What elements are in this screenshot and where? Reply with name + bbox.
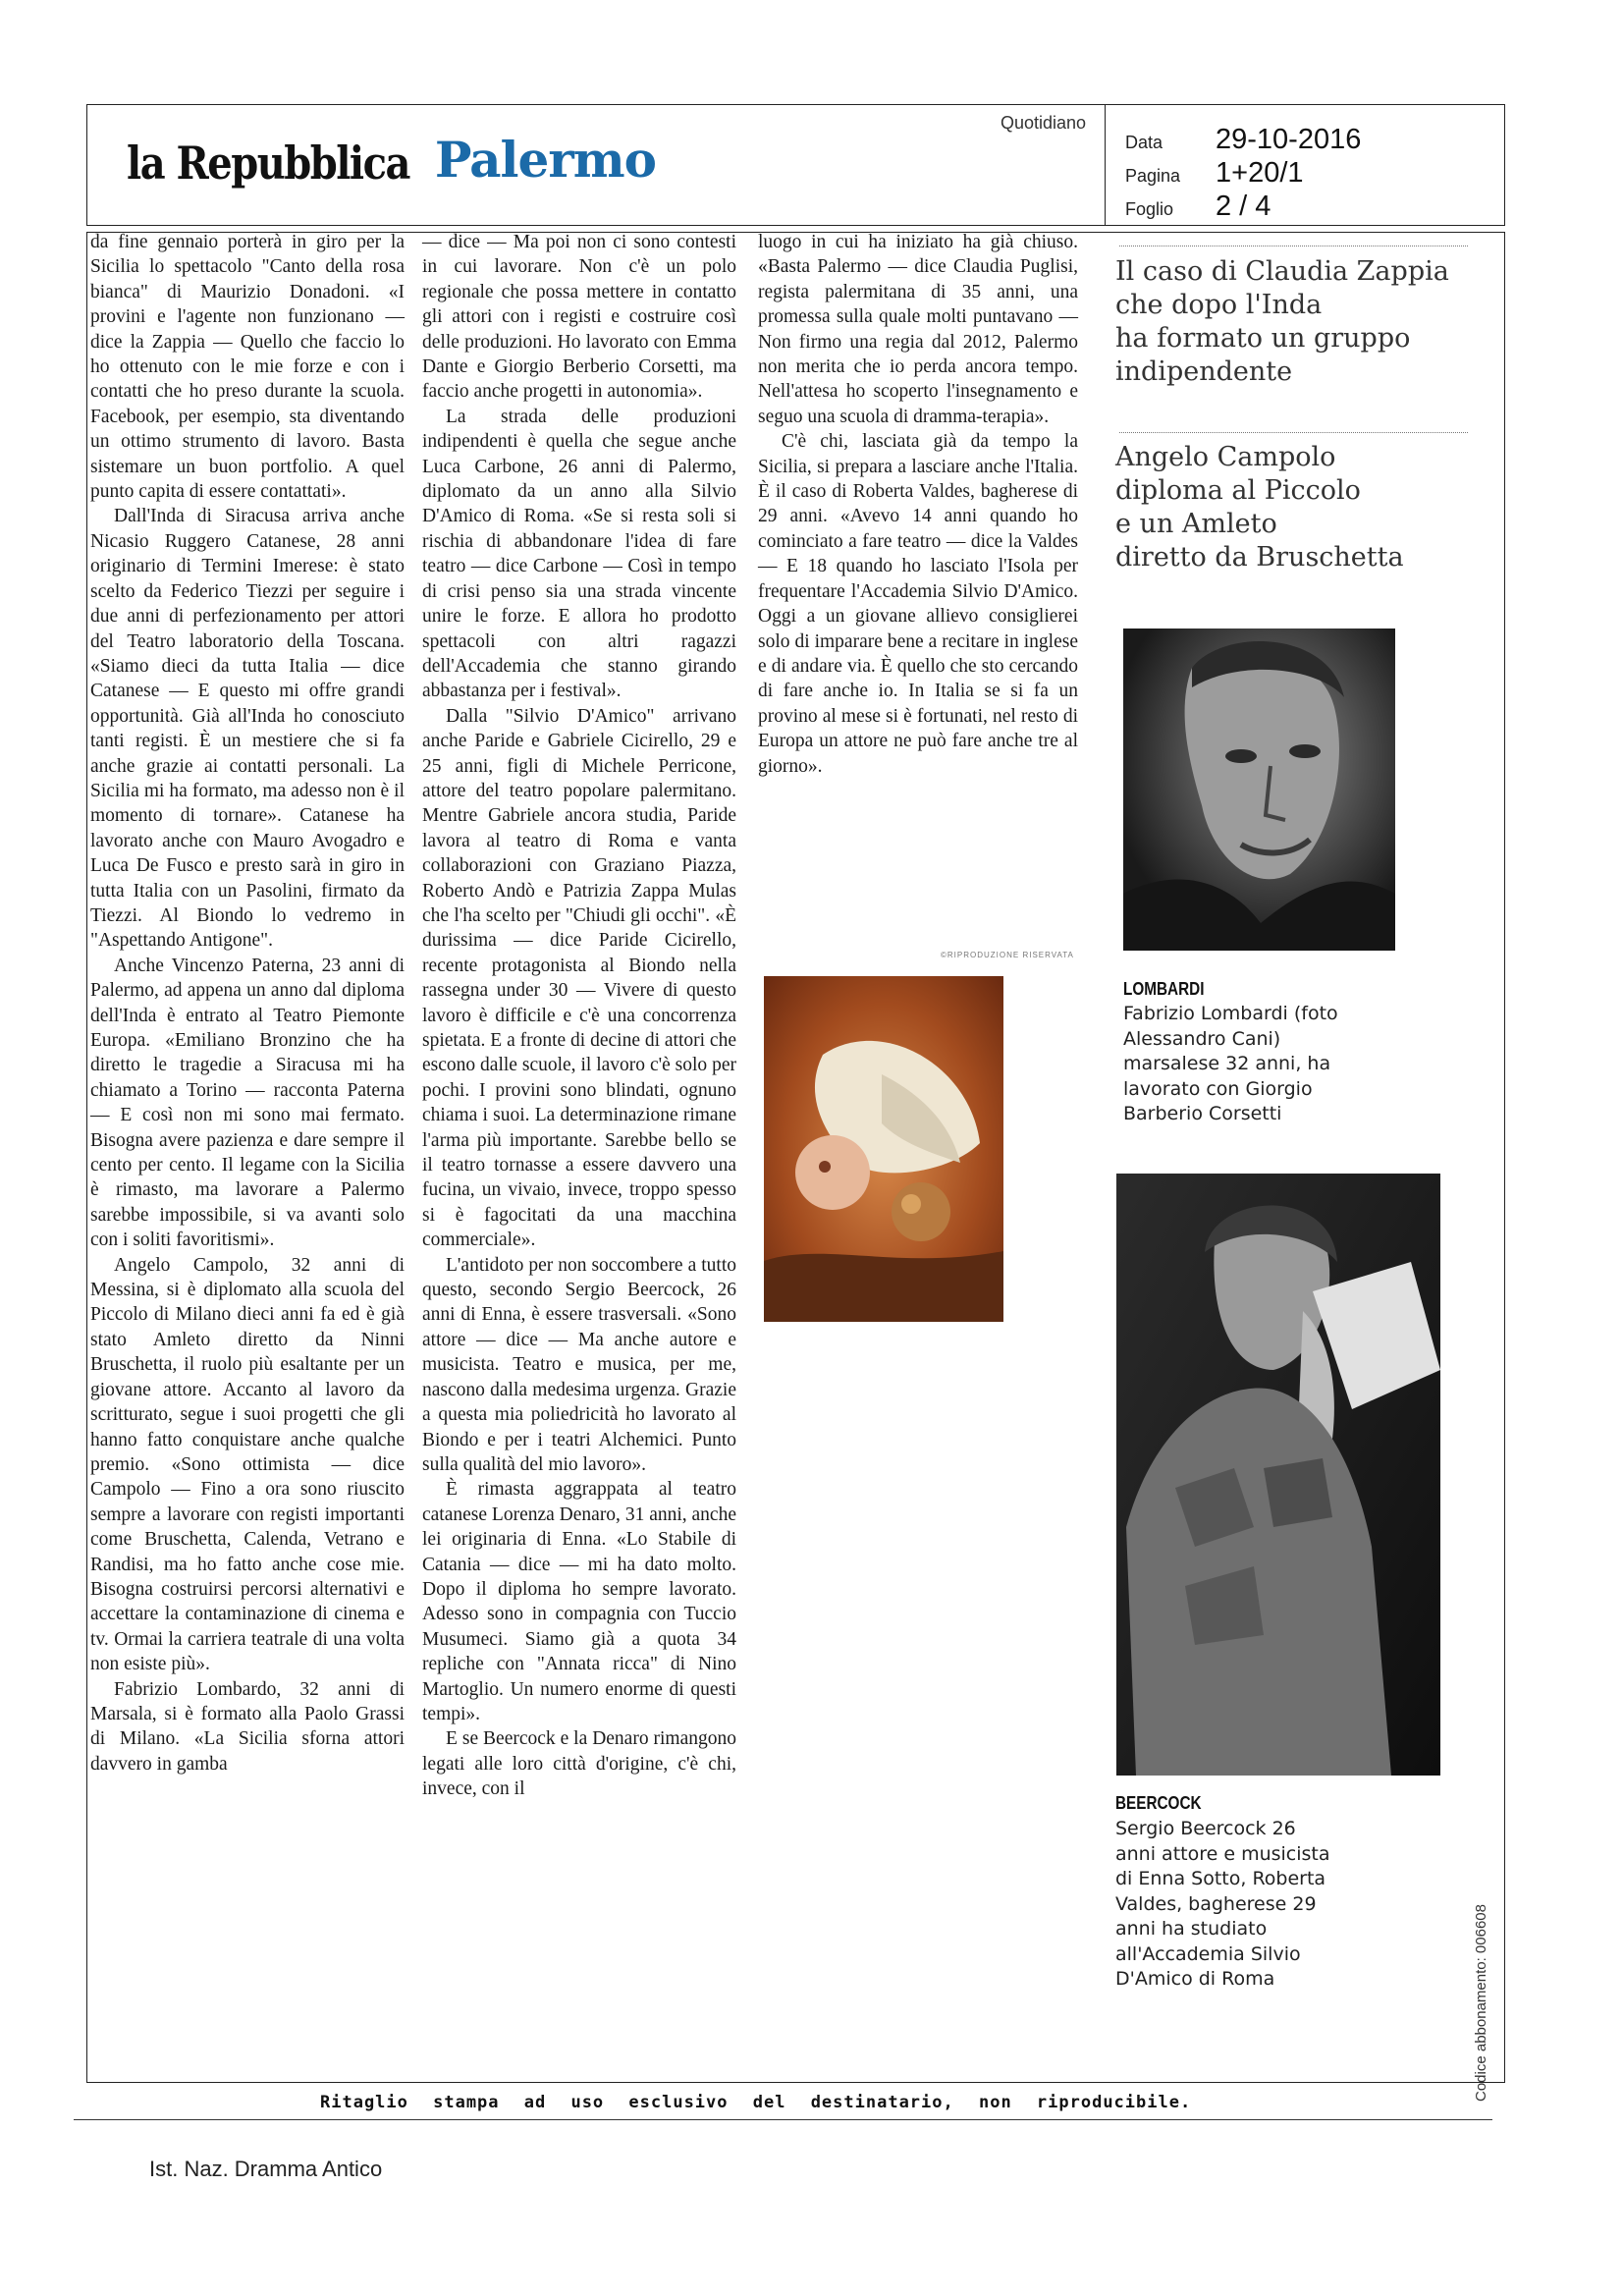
article-column-2 — [422, 230, 736, 1802]
caption-title-beercock: BEERCOCK — [1115, 1793, 1202, 1813]
paragraph: C'è chi, lasciata già da tempo la Sicilia, si prepara a lasciare anche l'Italia. È il caso di Roberta Valdes, bagherese di 29 anni. «Avevo 14 anni quando ho cominciato a fare teatro — dice la Valdes — E 18 quando ho lasciato l'Isola per frequentare l'Accademia Silvio D'Amico. Oggi a un giovane allievo consiglierei solo di imparare bene a recitare in inglese e di andare via. È quello che sto cercando di fare anche io. In Italia se si fa un provino al mese si è fortunati, nel resto di Europa un attore ne può fare anche tre al giorno». — [758, 431, 1078, 777]
article-column-3 — [758, 230, 1078, 779]
theatre-photo-image — [764, 976, 1003, 1322]
paragraph: È rimasta aggrappata al teatro catanese Lorenza Denaro, 31 anni, anche lei originaria di Enna. «Lo Stabile di Catania — dice — mi ha dato molto. Dopo il diploma ho sempre lavorato. Adesso sono in compagnia con Tuccio Musumeci. Siamo già a quota 34 repliche con "Annata ricca" di Nino Martoglio. Un numero enorme di questi tempi». — [422, 1479, 736, 1724]
caption-text-beercock: Sergio Beercock 26 anni attore e musicista di Enna Sotto, Roberta Valdes, bagherese 29 anni ha studiato all'Accademia Silvio D'Amico di Roma — [1115, 1818, 1330, 1990]
footer-notice: Ritaglio stampa ad uso esclusivo del destinatario, non riproducibile. — [320, 2093, 1192, 2112]
lombardi-photo — [1123, 629, 1395, 951]
lombardi-photo-image — [1123, 629, 1395, 951]
footer-rule — [74, 2119, 1492, 2120]
page-header — [86, 104, 1505, 226]
quote-line: diploma al Piccolo — [1115, 475, 1361, 506]
institution-label: Ist. Naz. Dramma Antico — [149, 2157, 383, 2181]
meta-label: Foglio — [1125, 199, 1174, 219]
paragraph: — dice — Ma poi non ci sono contesti in cui lavorare. Non c'è un polo regionale che possa mettere in contatto gli attori con i registi e costruire così delle produzioni. Ho lavorato con Emma Dante e Giorgio Berberio Corsetti, ma faccio anche progetti in autonomia». — [422, 232, 736, 403]
meta-row-pagina — [1125, 157, 1304, 190]
copyright-credit: ©RIPRODUZIONE RISERVATA — [941, 951, 1074, 959]
pull-quote-zappia — [1115, 255, 1449, 389]
meta-label: Pagina — [1125, 166, 1181, 186]
caption-title-lombardi: LOMBARDI — [1123, 979, 1205, 999]
sidebar-divider — [1119, 432, 1468, 433]
quote-line: Il caso di Claudia Zappia — [1115, 256, 1449, 287]
pull-quote-campolo — [1115, 441, 1404, 574]
paragraph: E se Beercock e la Denaro rimangono legati alle loro città d'origine, c'è chi, invece, con il — [422, 1728, 736, 1800]
paragraph: Dalla "Silvio D'Amico" arrivano anche Paride e Gabriele Cicirello, 29 e 25 anni, figli di Michele Perricone, attore del teatro popolare palermitano. Mentre Gabriele ancora studia, Paride lavora al teatro di Roma e vanta collaborazioni con Graziano Piazza, Roberto Andò e Patrizia Zappa Mulas che l'ha scelto per "Chiudi gli occhi". «È durissima — dice Paride Cicirello, recente protagonista al Biondo nella rassegna under 30 — Vivere di questo lavoro è difficile e c'è una concorrenza spietata. E a fronte di decine di attori che escono dalle scuole, il lavoro c'è solo per pochi. I provini sono blindati, ognuno chiama i suoi. La determinazione rimane l'arma più importante. Sarebbe bello se il teatro tornasse a essere davvero una fucina, un vivaio, invece, troppo spesso si è fagocitati da una macchina commerciale». — [422, 705, 736, 1251]
paragraph: L'antidoto per non soccombere a tutto questo, secondo Sergio Beercock, 26 anni di Enna, è essere trasversali. «Sono attore — dice — Ma anche autore e musicista. Teatro e musica, per me, nascono dalla medesima urgenza. Grazie a questa mia poliedricità ho lavorato al Biondo e per i teatri Alchemici. Punto sulla qualità del mio lavoro». — [422, 1254, 736, 1475]
quote-line: diretto da Bruschetta — [1115, 542, 1404, 573]
paragraph: La strada delle produzioni indipendenti è quella che segue anche Luca Carbone, 26 anni di Palermo, diplomato da un anno alla Silvio D'Amico di Roma. «Se si resta soli si rischia di abbandonare l'idea di fare teatro — dice Carbone — Così in tempo di crisi penso sia una strada vincente unire le forze. E allora ho prodotto spettacoli con altri ragazzi dell'Accademia che stanno girando abbastanza per i festival». — [422, 406, 736, 702]
masthead-repubblica: la Repubblica — [127, 137, 409, 191]
paragraph: luogo in cui ha iniziato ha già chiuso. «Basta Palermo — dice Claudia Puglisi, regista palermitana di 35 anni, una promessa sulla quale molti puntavano — Non firmo una regia dal 2012, Palermo non merita che io perda ancora tempo. Nell'attesa ho scoperto l'insegnamento e seguo una scuola di dramma-terapia». — [758, 232, 1078, 427]
meta-box — [1105, 104, 1506, 226]
article-column-1 — [90, 230, 405, 1777]
masthead — [127, 131, 656, 189]
quote-line: e un Amleto — [1115, 509, 1277, 539]
quote-line: ha formato un gruppo — [1115, 323, 1411, 354]
quotidiano-label: Quotidiano — [1001, 113, 1087, 133]
beercock-photo — [1116, 1174, 1440, 1776]
meta-row-foglio — [1125, 191, 1271, 223]
quote-line: che dopo l'Inda — [1115, 290, 1323, 320]
quote-line: indipendente — [1115, 356, 1293, 387]
paragraph: da fine gennaio porterà in giro per la Sicilia lo spettacolo "Canto della rosa bianca" di Maurizio Donadoni. «I provini e l'agente non funzionano — dice la Zappia — Quello che faccio lo ho ottenuto con le mie forze e con i contatti che ho preso durante la scuola. Facebook, per esempio, sta diventando un ottimo strumento di lavoro. Basta sistemare un buon portfolio. A quel punto capita di essere contattati». — [90, 232, 405, 503]
paragraph: Dall'Inda di Siracusa arriva anche Nicasio Ruggero Catanese, 28 anni originario di Termini Imerese: è stato scelto da Federico Tiezzi per seguire i due anni di perfezionamento per attori del Teatro laboratorio della Toscana. «Siamo dieci da tutta Italia — dice Catanese — E questo mi offre grandi opportunità. Già all'Inda ho conosciuto tanti registi. È un mestiere che si fa anche grazie ai contatti personali. La Sicilia mi ha formato, ma adesso non è il momento di tornare». Catanese ha lavorato anche con Mauro Avogadro e Luca De Fusco e presto sarà in giro in tutta Italia con un Pasolini, firmato da Tiezzi. Al Biondo lo vedremo in "Aspettando Antigone". — [90, 506, 405, 952]
paragraph: Anche Vincenzo Paterna, 23 anni di Palermo, ad appena un anno dal diploma dell'Inda è entrato al Teatro Piemonte Europa. «Emiliano Bronzino che ha diretto le tragedie a Siracusa mi ha chiamato a Torino — racconta Paterna — E così non mi sono mai fermato. Bisogna avere pazienza e dare sempre il cento per cento. Il legame con la Sicilia è rimasto, ma lavorare a Palermo sarebbe impossibile, si va avanti solo con i soliti favoritismi». — [90, 955, 405, 1251]
meta-value: 1+20/1 — [1216, 157, 1304, 189]
meta-row-data — [1125, 124, 1361, 156]
paragraph: Fabrizio Lombardo, 32 anni di Marsala, si è formato alla Paolo Grassi di Milano. «La Sicilia sforna attori davvero in gamba — [90, 1678, 405, 1775]
masthead-palermo: Palermo — [434, 131, 656, 189]
caption-text-lombardi: Fabrizio Lombardi (foto Alessandro Cani) marsalese 32 anni, ha lavorato con Giorgio Barberio Corsetti — [1123, 1003, 1338, 1124]
quote-line: Angelo Campolo — [1115, 442, 1336, 472]
codice-abbonamento: Codice abbonamento: 006608 — [1473, 1904, 1489, 2102]
theatre-photo — [764, 976, 1003, 1322]
meta-label: Data — [1125, 133, 1163, 152]
meta-value: 29-10-2016 — [1216, 124, 1362, 155]
meta-value: 2 / 4 — [1216, 191, 1271, 222]
beercock-photo-image — [1116, 1174, 1440, 1776]
paragraph: Angelo Campolo, 32 anni di Messina, si è diplomato alla scuola del Piccolo di Milano dieci anni fa ed è già stato Amleto diretto da Ninni Bruschetta, il ruolo più esaltante per un giovane attore. Accanto al lavoro da scritturato, segue i suoi progetti che gli hanno fatto conquistare anche qualche premio. «Sono ottimista — dice Campolo — Fino a ora sono riuscito sempre a lavorare con registi importanti come Bruschetta, Calenda, Vetrano e Randisi, ma ho fatto anche cose mie. Bisogna costruirsi percorsi alternativi e accettare la contaminazione di cinema e tv. Ormai la carriera teatrale di una volta non esiste più». — [90, 1254, 405, 1675]
